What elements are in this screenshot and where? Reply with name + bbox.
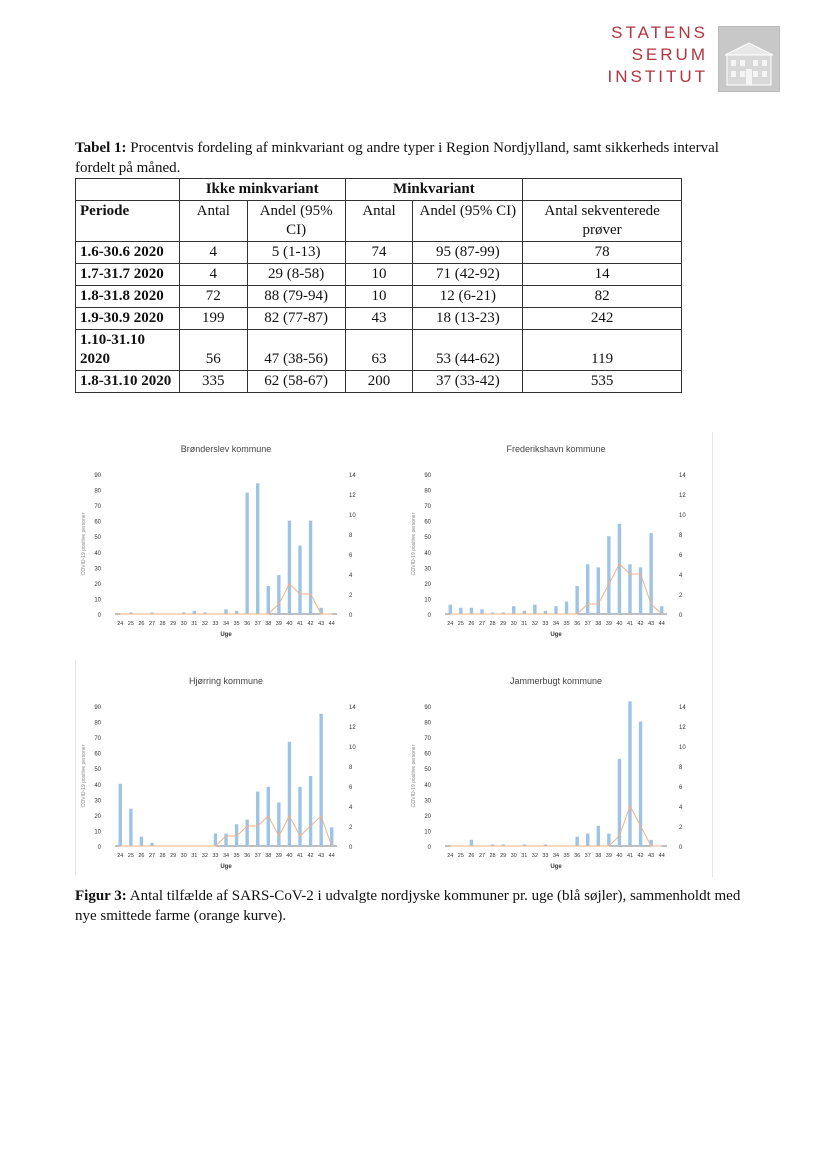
x-tick-label: 27 xyxy=(478,853,486,859)
x-tick-label: 41 xyxy=(626,853,634,859)
y-axis-label: COVID-19 positive personer xyxy=(81,744,87,808)
chart-title: Hjørring kommune xyxy=(188,676,264,686)
cell-periode: 1.8-31.8 2020 xyxy=(76,286,180,308)
x-tick-label: 27 xyxy=(478,621,486,627)
y-tick-label: 80 xyxy=(94,720,101,727)
y2-tick-label: 2 xyxy=(349,593,353,599)
logo-line-1: STATENS xyxy=(611,23,708,42)
y-tick-label: 50 xyxy=(424,767,431,774)
x-tick-label: 36 xyxy=(244,621,251,627)
bar-week-39 xyxy=(277,802,280,846)
x-tick-label: 41 xyxy=(296,621,304,627)
y-tick-label: 50 xyxy=(424,535,431,542)
bar-week-39 xyxy=(277,575,280,614)
x-tick-label: 39 xyxy=(275,621,282,627)
cell-periode: 1.8-31.10 2020 xyxy=(76,371,180,393)
x-tick-label: 30 xyxy=(180,853,187,859)
cell: 88 (79-94) xyxy=(247,286,345,308)
chart-frederikshavn-svg xyxy=(405,436,710,641)
bar-week-40 xyxy=(288,742,291,846)
cell-periode: 1.9-30.9 2020 xyxy=(76,308,180,330)
cell: 82 (77-87) xyxy=(247,308,345,330)
bar-week-39 xyxy=(607,536,610,614)
cell: 14 xyxy=(523,264,682,286)
cell: 12 (6-21) xyxy=(413,286,523,308)
cell: 535 xyxy=(523,371,682,393)
y-axis-label: COVID-19 positive personer xyxy=(81,512,87,576)
y-tick-label: 80 xyxy=(424,488,431,495)
cell: 56 xyxy=(179,330,247,371)
y2-tick-label: 4 xyxy=(349,573,353,579)
cell: 71 (42-92) xyxy=(413,264,523,286)
x-tick-label: 25 xyxy=(457,621,464,627)
y2-tick-label: 2 xyxy=(349,825,353,831)
y2-tick-label: 14 xyxy=(679,705,686,711)
bar-week-27 xyxy=(480,609,483,614)
bar-week-36 xyxy=(575,586,578,614)
x-tick-label: 37 xyxy=(584,853,591,859)
x-tick-label: 34 xyxy=(552,621,560,627)
y-tick-label: 40 xyxy=(94,782,101,789)
x-tick-label: 29 xyxy=(500,621,507,627)
chart-title: Frederikshavn kommune xyxy=(506,444,606,454)
x-tick-label: 36 xyxy=(574,621,581,627)
y2-tick-label: 14 xyxy=(679,473,686,479)
x-tick-label: 44 xyxy=(328,853,335,859)
bar-week-38 xyxy=(597,826,600,846)
cell: 10 xyxy=(345,286,413,308)
y-tick-label: 70 xyxy=(94,736,101,743)
x-tick-label: 32 xyxy=(201,621,208,627)
table-row xyxy=(76,308,682,330)
bar-week-34 xyxy=(224,609,227,614)
x-tick-label: 38 xyxy=(595,853,602,859)
bar-week-41 xyxy=(298,546,301,614)
y2-tick-label: 4 xyxy=(679,805,683,811)
bar-week-38 xyxy=(267,586,270,614)
y-tick-label: 60 xyxy=(424,519,431,526)
y2-tick-label: 12 xyxy=(679,725,686,731)
logo-line-3: INSTITUT xyxy=(607,67,708,86)
x-tick-label: 30 xyxy=(180,621,187,627)
x-tick-label: 27 xyxy=(148,621,156,627)
chart-border-left xyxy=(75,660,76,875)
x-tick-label: 34 xyxy=(552,853,560,859)
y-tick-label: 20 xyxy=(424,581,431,588)
y2-tick-label: 10 xyxy=(679,513,686,519)
header-andel-1: Andel (95% CI) xyxy=(247,201,345,242)
x-tick-label: 39 xyxy=(275,853,282,859)
x-tick-label: 32 xyxy=(531,853,538,859)
x-tick-label: 39 xyxy=(605,621,612,627)
chart-title: Brønderslev kommune xyxy=(180,444,272,454)
y-tick-label: 70 xyxy=(424,736,431,743)
x-tick-label: 41 xyxy=(296,853,304,859)
group-header-mink: Minkvariant xyxy=(345,179,523,201)
chart-border xyxy=(712,432,713,877)
figure-caption-text: Antal tilfælde af SARS-CoV-2 i udvalgte nordjyske kommuner pr. uge (blå søjler), sammenholdt med nye smittede farme (orange kurve). xyxy=(75,888,741,924)
table-group-header-row xyxy=(76,179,682,201)
table-header-blank-2 xyxy=(523,179,682,201)
x-tick-label: 40 xyxy=(286,853,293,859)
x-tick-label: 43 xyxy=(318,621,325,627)
y-tick-label: 50 xyxy=(94,535,101,542)
x-tick-label: 32 xyxy=(201,853,208,859)
cell: 74 xyxy=(345,242,413,264)
x-tick-label: 26 xyxy=(468,853,475,859)
bar-week-26 xyxy=(470,608,473,614)
y2-tick-label: 6 xyxy=(679,785,683,791)
y2-tick-label: 8 xyxy=(679,533,683,539)
bar-week-40 xyxy=(618,524,621,614)
cell: 119 xyxy=(523,330,682,371)
x-tick-label: 24 xyxy=(447,621,454,627)
y2-tick-label: 6 xyxy=(349,553,353,559)
bar-week-40 xyxy=(288,521,291,614)
x-tick-label: 40 xyxy=(286,621,293,627)
x-tick-label: 40 xyxy=(616,853,623,859)
x-tick-label: 35 xyxy=(233,621,240,627)
x-tick-label: 28 xyxy=(159,853,166,859)
x-tick-label: 36 xyxy=(244,853,251,859)
bar-week-36 xyxy=(245,820,248,846)
x-tick-label: 28 xyxy=(489,853,496,859)
table-caption-text: Procentvis fordeling af minkvariant og andre typer i Region Nordjylland, samt sikkerheds interval fordelt på måned. xyxy=(75,140,719,176)
cell: 5 (1-13) xyxy=(247,242,345,264)
y-tick-label: 90 xyxy=(94,705,101,711)
y-tick-label: 70 xyxy=(424,504,431,511)
y2-tick-label: 0 xyxy=(679,613,683,619)
building-logo-icon xyxy=(718,26,780,92)
table-row xyxy=(76,371,682,393)
y2-tick-label: 2 xyxy=(679,825,683,831)
x-tick-label: 25 xyxy=(127,621,134,627)
cell: 37 (33-42) xyxy=(413,371,523,393)
y2-tick-label: 0 xyxy=(349,613,353,619)
cell: 29 (8-58) xyxy=(247,264,345,286)
y-tick-label: 10 xyxy=(94,829,101,836)
x-tick-label: 43 xyxy=(648,621,655,627)
logo-line-2: SERUM xyxy=(631,45,708,64)
bar-week-35 xyxy=(565,602,568,614)
x-tick-label: 32 xyxy=(531,621,538,627)
x-tick-label: 26 xyxy=(138,853,145,859)
x-tick-label: 28 xyxy=(489,621,496,627)
y2-tick-label: 6 xyxy=(679,553,683,559)
x-tick-label: 37 xyxy=(254,853,261,859)
logo-text xyxy=(608,22,709,88)
x-tick-label: 37 xyxy=(584,621,591,627)
x-tick-label: 35 xyxy=(233,853,240,859)
y2-tick-label: 12 xyxy=(349,725,356,731)
bar-week-24 xyxy=(119,784,122,846)
cell: 200 xyxy=(345,371,413,393)
y2-tick-label: 12 xyxy=(679,493,686,499)
y-tick-label: 0 xyxy=(427,845,431,851)
chart-jammerbugt xyxy=(405,668,710,873)
x-tick-label: 33 xyxy=(212,621,219,627)
x-tick-label: 40 xyxy=(616,621,623,627)
y2-tick-label: 10 xyxy=(349,513,356,519)
cell: 63 xyxy=(345,330,413,371)
x-axis-label: Uge xyxy=(220,632,232,638)
cell: 72 xyxy=(179,286,247,308)
table-header-blank xyxy=(76,179,180,201)
x-tick-label: 30 xyxy=(510,621,517,627)
cell: 43 xyxy=(345,308,413,330)
cell: 62 (58-67) xyxy=(247,371,345,393)
x-tick-label: 41 xyxy=(626,621,634,627)
chart-hjorring-svg xyxy=(75,668,380,873)
y-tick-label: 0 xyxy=(97,613,101,619)
table-header-row xyxy=(76,201,682,242)
x-axis-label: Uge xyxy=(550,632,562,638)
chart-bronderslev xyxy=(75,436,380,641)
y2-tick-label: 10 xyxy=(349,745,356,751)
y-tick-label: 90 xyxy=(424,473,431,479)
x-tick-label: 42 xyxy=(637,853,644,859)
x-tick-label: 42 xyxy=(307,853,314,859)
y-tick-label: 30 xyxy=(94,798,101,805)
cell: 4 xyxy=(179,264,247,286)
figure-caption xyxy=(75,886,755,926)
cell-periode: 1.10-31.10 2020 xyxy=(76,330,180,371)
x-tick-label: 26 xyxy=(138,621,145,627)
y-tick-label: 20 xyxy=(94,813,101,820)
bar-week-43 xyxy=(319,714,322,846)
bar-week-34 xyxy=(554,606,557,614)
x-tick-label: 44 xyxy=(658,853,665,859)
table-row xyxy=(76,286,682,308)
bar-week-33 xyxy=(214,834,217,846)
cell: 47 (38-56) xyxy=(247,330,345,371)
cell: 242 xyxy=(523,308,682,330)
x-tick-label: 42 xyxy=(637,621,644,627)
chart-hjorring xyxy=(75,668,380,873)
y2-tick-label: 8 xyxy=(679,765,683,771)
x-tick-label: 38 xyxy=(595,621,602,627)
header-periode: Periode xyxy=(76,201,180,242)
y-tick-label: 50 xyxy=(94,767,101,774)
y-tick-label: 70 xyxy=(94,504,101,511)
y-tick-label: 80 xyxy=(424,720,431,727)
bar-week-38 xyxy=(597,567,600,614)
bar-week-37 xyxy=(256,483,259,614)
x-tick-label: 29 xyxy=(170,853,177,859)
x-axis-label: Uge xyxy=(220,864,232,870)
bar-week-24 xyxy=(449,605,452,614)
table-caption xyxy=(75,138,755,178)
cell: 78 xyxy=(523,242,682,264)
bar-week-37 xyxy=(586,834,589,846)
figure-caption-label: Figur 3: xyxy=(75,888,127,904)
y2-tick-label: 12 xyxy=(349,493,356,499)
x-tick-label: 43 xyxy=(648,853,655,859)
x-tick-label: 29 xyxy=(170,621,177,627)
x-tick-label: 38 xyxy=(265,853,272,859)
bar-week-32 xyxy=(533,605,536,614)
y-tick-label: 60 xyxy=(94,519,101,526)
bar-week-36 xyxy=(245,493,248,614)
y-tick-label: 20 xyxy=(94,581,101,588)
y2-tick-label: 0 xyxy=(349,845,353,851)
bar-week-37 xyxy=(256,792,259,846)
x-tick-label: 24 xyxy=(447,853,454,859)
x-axis-label: Uge xyxy=(550,864,562,870)
y2-tick-label: 4 xyxy=(349,805,353,811)
x-tick-label: 38 xyxy=(265,621,272,627)
y-tick-label: 60 xyxy=(94,751,101,758)
y-tick-label: 30 xyxy=(424,798,431,805)
y-tick-label: 0 xyxy=(427,613,431,619)
bar-week-26 xyxy=(140,837,143,846)
x-tick-label: 26 xyxy=(468,621,475,627)
cell: 18 (13-23) xyxy=(413,308,523,330)
header-antal-2: Antal xyxy=(345,201,413,242)
x-tick-label: 27 xyxy=(148,853,156,859)
y-axis-label: COVID-19 positive personer xyxy=(411,744,417,808)
x-tick-label: 42 xyxy=(307,621,314,627)
x-tick-label: 25 xyxy=(457,853,464,859)
bar-week-42 xyxy=(309,776,312,846)
cell-periode: 1.6-30.6 2020 xyxy=(76,242,180,264)
x-tick-label: 34 xyxy=(222,621,230,627)
y2-tick-label: 8 xyxy=(349,533,353,539)
x-tick-label: 34 xyxy=(222,853,230,859)
x-tick-label: 44 xyxy=(658,621,665,627)
y-tick-label: 40 xyxy=(424,550,431,557)
x-tick-label: 35 xyxy=(563,853,570,859)
cell-periode: 1.7-31.7 2020 xyxy=(76,264,180,286)
bar-week-42 xyxy=(309,521,312,614)
x-tick-label: 37 xyxy=(254,621,261,627)
y-tick-label: 20 xyxy=(424,813,431,820)
header-andel-2: Andel (95% CI) xyxy=(413,201,523,242)
bar-week-36 xyxy=(575,837,578,846)
chart-frederikshavn xyxy=(405,436,710,641)
bar-week-41 xyxy=(628,564,631,614)
y-tick-label: 90 xyxy=(94,473,101,479)
y-tick-label: 0 xyxy=(97,845,101,851)
chart-bronderslev-svg xyxy=(75,436,380,641)
x-tick-label: 43 xyxy=(318,853,325,859)
y-tick-label: 10 xyxy=(424,829,431,836)
y2-tick-label: 6 xyxy=(349,785,353,791)
x-tick-label: 25 xyxy=(127,853,134,859)
ssi-logo xyxy=(560,22,780,92)
bar-week-25 xyxy=(129,809,132,846)
x-tick-label: 28 xyxy=(159,621,166,627)
y2-tick-label: 14 xyxy=(349,705,356,711)
y-axis-label: COVID-19 positive personer xyxy=(411,512,417,576)
y2-tick-label: 8 xyxy=(349,765,353,771)
cell: 82 xyxy=(523,286,682,308)
x-tick-label: 31 xyxy=(191,853,198,859)
y-tick-label: 40 xyxy=(94,550,101,557)
mink-variant-table xyxy=(75,178,682,393)
x-tick-label: 44 xyxy=(328,621,335,627)
y2-tick-label: 14 xyxy=(349,473,356,479)
chart-title: Jammerbugt kommune xyxy=(509,676,603,686)
x-tick-label: 36 xyxy=(574,853,581,859)
bar-week-25 xyxy=(459,608,462,614)
bar-week-41 xyxy=(628,701,631,846)
bar-week-34 xyxy=(224,834,227,846)
y2-tick-label: 0 xyxy=(679,845,683,851)
x-tick-label: 24 xyxy=(117,621,124,627)
cell: 95 (87-99) xyxy=(413,242,523,264)
header-antal-sekventerede: Antal sekventerede prøver xyxy=(523,201,682,242)
x-tick-label: 31 xyxy=(521,853,528,859)
x-tick-label: 39 xyxy=(605,853,612,859)
x-tick-label: 24 xyxy=(117,853,124,859)
cell: 199 xyxy=(179,308,247,330)
y2-tick-label: 2 xyxy=(679,593,683,599)
table-row xyxy=(76,264,682,286)
y-tick-label: 90 xyxy=(424,705,431,711)
y-tick-label: 80 xyxy=(94,488,101,495)
chart-jammerbugt-svg xyxy=(405,668,710,873)
header-antal-1: Antal xyxy=(179,201,247,242)
bar-week-41 xyxy=(298,787,301,846)
cell: 4 xyxy=(179,242,247,264)
bar-week-37 xyxy=(586,564,589,614)
x-tick-label: 33 xyxy=(542,853,549,859)
x-tick-label: 33 xyxy=(542,621,549,627)
y-tick-label: 10 xyxy=(424,597,431,604)
y-tick-label: 30 xyxy=(424,566,431,573)
group-header-ikke-mink: Ikke minkvariant xyxy=(179,179,345,201)
bar-week-30 xyxy=(512,606,515,614)
table-caption-label: Tabel 1: xyxy=(75,140,127,156)
x-tick-label: 30 xyxy=(510,853,517,859)
y-tick-label: 60 xyxy=(424,751,431,758)
bar-week-26 xyxy=(470,840,473,846)
cell: 53 (44-62) xyxy=(413,330,523,371)
cell: 335 xyxy=(179,371,247,393)
y2-tick-label: 10 xyxy=(679,745,686,751)
y2-tick-label: 4 xyxy=(679,573,683,579)
y-tick-label: 30 xyxy=(94,566,101,573)
x-tick-label: 31 xyxy=(521,621,528,627)
y-tick-label: 10 xyxy=(94,597,101,604)
x-tick-label: 29 xyxy=(500,853,507,859)
y-tick-label: 40 xyxy=(424,782,431,789)
x-tick-label: 35 xyxy=(563,621,570,627)
x-tick-label: 33 xyxy=(212,853,219,859)
x-tick-label: 31 xyxy=(191,621,198,627)
table-row xyxy=(76,242,682,264)
bar-week-39 xyxy=(607,834,610,846)
cell: 10 xyxy=(345,264,413,286)
table-row xyxy=(76,330,682,371)
